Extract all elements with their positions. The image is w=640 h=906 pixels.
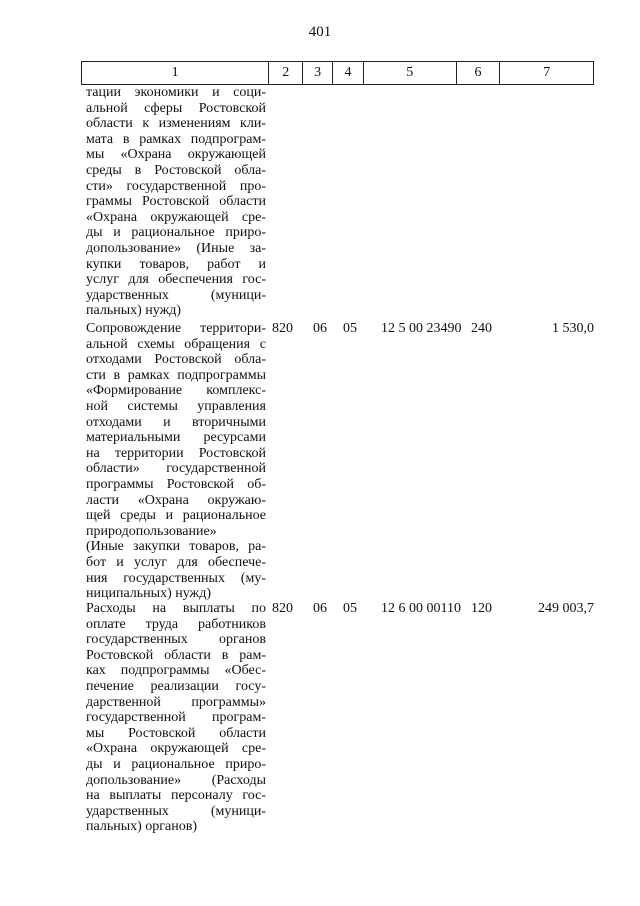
cell-rz: 06 [313,321,327,336]
header-col-5: 5 [364,62,457,84]
row-description [86,85,266,319]
header-col-3: 3 [303,62,333,84]
description-line: альной сферы Ростовской [86,100,266,116]
description-line: ной системы управления [86,398,266,414]
header-col-4: 4 [333,62,364,84]
description-line: тации экономики и соци- [86,85,266,100]
description-line: природопользование» [86,523,217,539]
header-col-7: 7 [543,65,551,80]
description-line: щей среды и рациональное [86,508,266,524]
description-line: мата в рамках подпрограм- [86,131,266,147]
description-line: мы Ростовской области [86,725,266,741]
description-line: ударственных (муници- [86,287,266,303]
cell-csr: 12 6 00 00110 [381,601,461,616]
description-line: (Иные закупки товаров, ра- [86,539,266,555]
description-line: допользование» (Расходы [86,772,266,788]
description-line: «Охрана окружающей сре- [86,741,266,757]
description-line: купки товаров, работ и [86,256,266,272]
page-number: 401 [308,24,332,40]
description-line: материальными ресурсами [86,430,266,446]
cell-pr: 05 [343,601,357,616]
description-line: «Формирование комплекс- [86,383,266,399]
header-col-1: 1 [82,62,269,84]
row-description [86,601,266,835]
description-line: ках подпрограммы «Обес- [86,663,266,679]
cell-grbs: 820 [272,601,293,616]
description-line: альной схемы обращения с [86,336,266,352]
cell-grbs: 820 [272,321,293,336]
table-row [81,85,594,319]
description-line: на территории Ростовской [86,445,266,461]
header-col-2: 2 [269,62,303,84]
table-row [81,601,594,835]
description-line: области к изменениям кли- [86,116,266,132]
description-line: пальных) органов) [86,819,197,835]
row-description [86,321,266,602]
cell-pr: 05 [343,321,357,336]
table-row [81,321,594,602]
description-line: дарственной программы» [86,694,266,710]
description-line: допользование» (Иные за- [86,240,266,256]
description-line: ниципальных) нужд) [86,586,211,602]
description-line: среды в Ростовской обла- [86,162,266,178]
description-line: программы Ростовской об- [86,476,266,492]
description-line: сти в рамках подпрограммы [86,367,266,383]
cell-csr: 12 5 00 23490 [381,321,462,336]
description-line: печение реализации госу- [86,678,266,694]
description-line: отходами и вторичными [86,414,266,430]
description-line: ды и рациональное приро- [86,225,266,241]
description-line: мы «Охрана окружающей [86,147,266,163]
description-line: услуг для обеспечения гос- [86,272,266,288]
description-line: области» государственной [86,461,266,477]
description-line: Расходы на выплаты по [86,601,266,616]
description-line: бот и услуг для обеспече- [86,554,266,570]
table-header [81,61,594,85]
cell-sum: 249 003,7 [538,601,594,616]
description-line: ды и рациональное приро- [86,756,266,772]
description-line: граммы Ростовской области [86,194,266,210]
description-line: «Охрана окружающей сре- [86,209,266,225]
description-line: ния государственных (му- [86,570,266,586]
cell-rz: 06 [313,601,327,616]
description-line: государственных органов [86,632,266,648]
description-line: сти» государственной про- [86,178,266,194]
description-line: ласти «Охрана окружаю- [86,492,266,508]
description-line: государственной програм- [86,710,266,726]
description-line: Сопровождение территори- [86,321,266,336]
description-line: на выплаты персоналу гос- [86,788,266,804]
description-line: Ростовской области в рам- [86,647,266,663]
cell-sum: 1 530,0 [552,321,594,336]
description-line: оплате труда работников [86,616,266,632]
description-line: пальных) нужд) [86,303,182,319]
cell-vr: 240 [471,321,492,336]
cell-vr: 120 [471,601,492,616]
description-line: отходами Ростовской обла- [86,352,266,368]
header-col-6: 6 [457,62,501,84]
description-line: ударственных (муници- [86,803,266,819]
